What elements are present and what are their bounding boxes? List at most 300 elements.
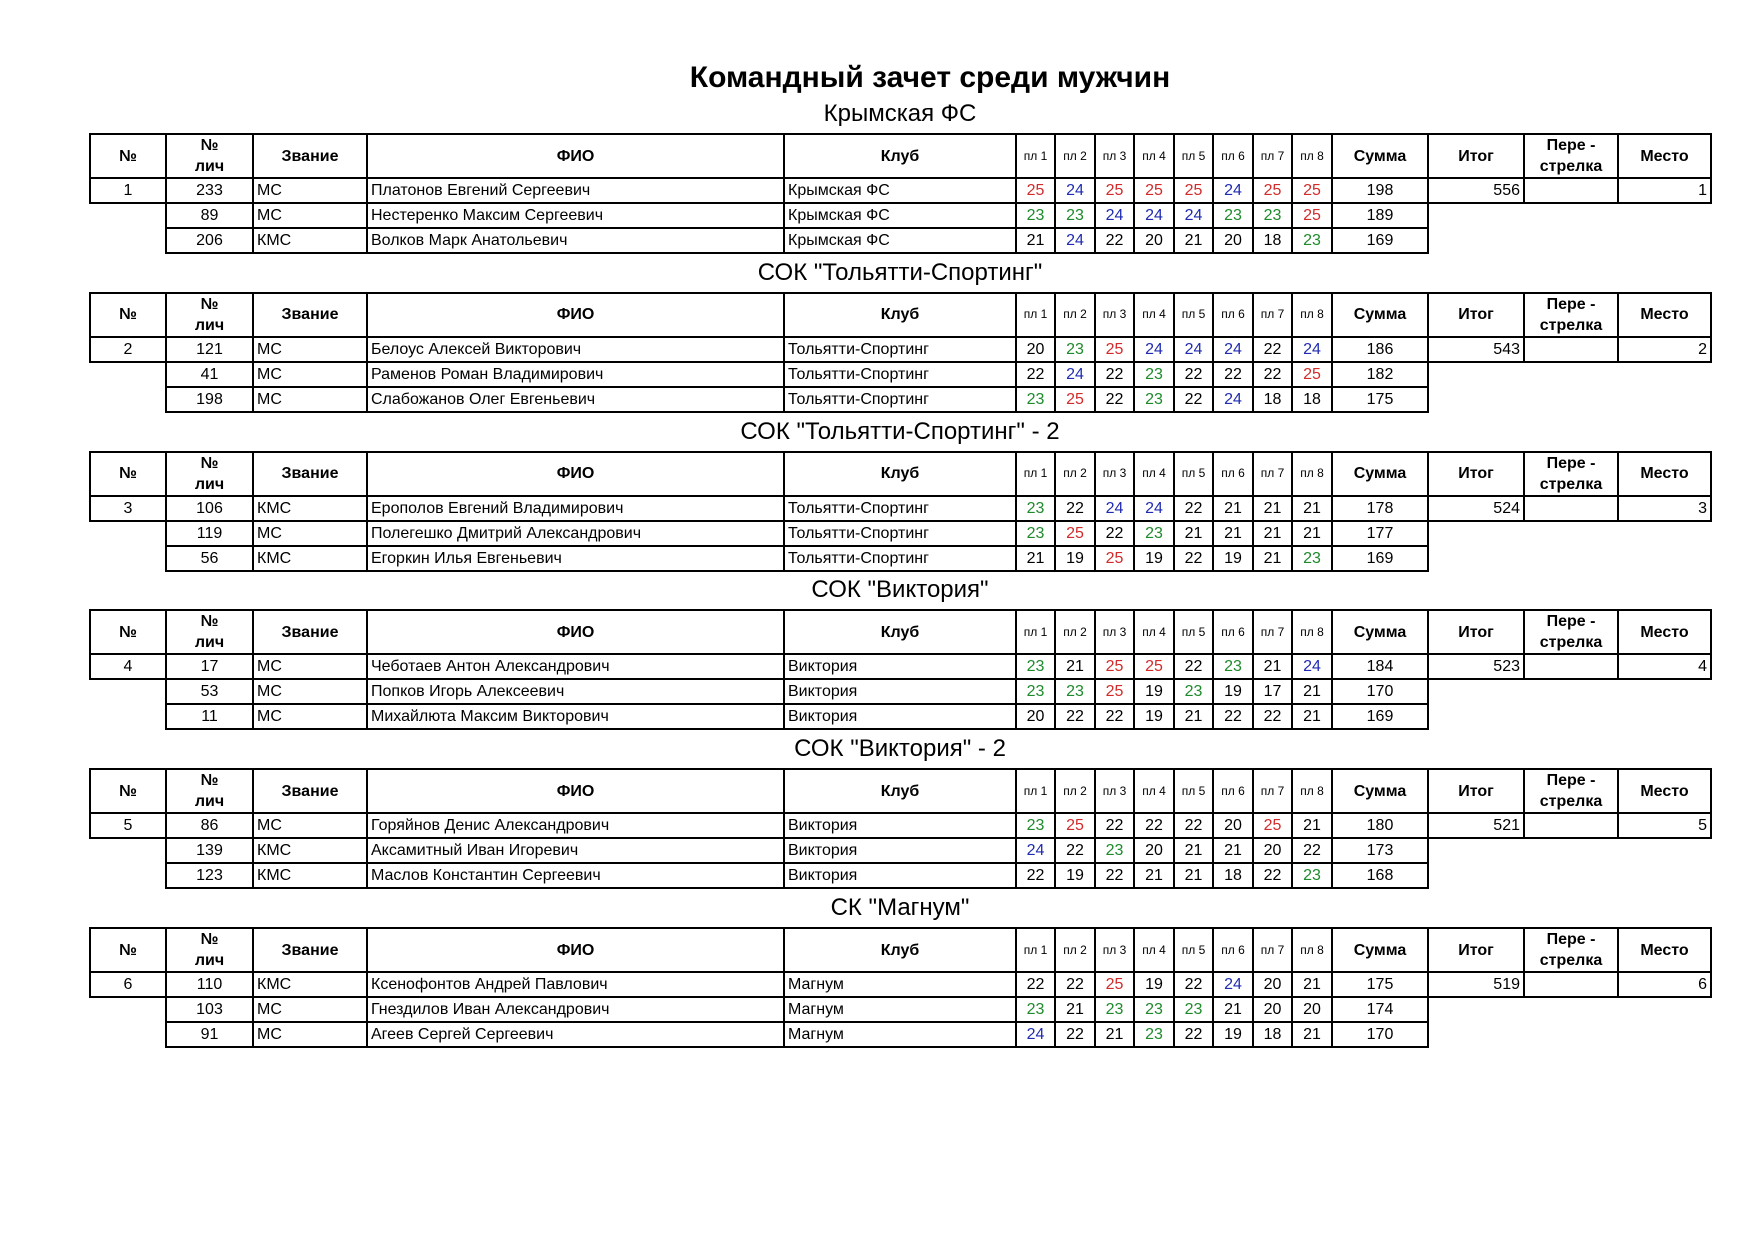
fio-cell: Михайлюта Максим Викторович (367, 704, 784, 729)
fio-cell: Платонов Евгений Сергеевич (367, 178, 784, 203)
team-title: СОК "Виктория" - 2 (794, 735, 1006, 763)
fio-cell: Полегешко Дмитрий Александрович (367, 521, 784, 546)
header-pl: пл 5 (1174, 293, 1213, 337)
score-cell: 23 (1134, 997, 1174, 1022)
header-pl: пл 4 (1134, 769, 1174, 813)
place-cell: 6 (1618, 972, 1711, 997)
sum-cell: 169 (1332, 228, 1428, 253)
score-cell: 23 (1095, 838, 1134, 863)
header-pl: пл 4 (1134, 293, 1174, 337)
shootoff-cell (1524, 496, 1618, 521)
shootoff-cell (1524, 654, 1618, 679)
sum-cell: 168 (1332, 863, 1428, 888)
lic-cell: 53 (166, 679, 253, 704)
score-cell: 22 (1213, 704, 1253, 729)
table-row (90, 1022, 1711, 1047)
header-pl: пл 2 (1055, 452, 1095, 496)
score-cell: 23 (1016, 521, 1055, 546)
header-pl: пл 7 (1253, 452, 1292, 496)
team-num: 2 (90, 337, 166, 362)
sum-cell: 169 (1332, 704, 1428, 729)
score-cell: 24 (1055, 228, 1095, 253)
score-cell: 24 (1055, 362, 1095, 387)
empty-cell (90, 863, 166, 888)
lic-cell: 139 (166, 838, 253, 863)
header-pl: пл 2 (1055, 769, 1095, 813)
rank-cell: КМС (253, 972, 367, 997)
score-cell: 22 (1174, 654, 1213, 679)
empty-cell (1524, 228, 1618, 253)
score-cell: 23 (1292, 863, 1332, 888)
score-cell: 22 (1253, 362, 1292, 387)
page-title: Командный зачет среди мужчин (689, 61, 1171, 94)
header-lic-top: № (200, 931, 219, 948)
score-cell: 21 (1174, 704, 1213, 729)
sum-cell: 173 (1332, 838, 1428, 863)
score-cell: 25 (1292, 362, 1332, 387)
team-num: 3 (90, 496, 166, 521)
sum-cell: 198 (1332, 178, 1428, 203)
header-lic (166, 134, 253, 178)
score-cell: 25 (1174, 178, 1213, 203)
header-pl: пл 3 (1095, 452, 1134, 496)
header-lic (166, 928, 253, 972)
header-lic-bottom: лич (194, 316, 225, 334)
score-cell: 22 (1253, 337, 1292, 362)
header-fio: ФИО (367, 769, 784, 813)
header-pl: пл 7 (1253, 769, 1292, 813)
score-cell: 22 (1174, 387, 1213, 412)
club-cell: Магнум (784, 1022, 1016, 1047)
score-cell: 21 (1253, 521, 1292, 546)
fio-cell: Ксенофонтов Андрей Павлович (367, 972, 784, 997)
score-cell: 21 (1055, 654, 1095, 679)
shootoff-cell (1524, 337, 1618, 362)
shootoff-cell (1524, 813, 1618, 838)
score-cell: 22 (1016, 972, 1055, 997)
club-cell: Виктория (784, 838, 1016, 863)
empty-cell (1618, 203, 1711, 228)
header-total: Итог (1428, 134, 1524, 178)
header-place: Место (1618, 452, 1711, 496)
score-cell: 25 (1095, 178, 1134, 203)
table-row (90, 654, 1711, 679)
score-cell: 24 (1016, 838, 1055, 863)
empty-cell (1524, 1022, 1618, 1047)
score-cell: 22 (1213, 362, 1253, 387)
score-cell: 22 (1095, 228, 1134, 253)
score-cell: 19 (1134, 546, 1174, 571)
table-row (90, 203, 1711, 228)
score-cell: 23 (1134, 1022, 1174, 1047)
table-row (90, 362, 1711, 387)
header-place: Место (1618, 293, 1711, 337)
header-num: № (90, 452, 166, 496)
header-lic-top: № (200, 295, 219, 313)
score-cell: 23 (1016, 997, 1055, 1022)
header-sum: Сумма (1332, 610, 1428, 654)
score-cell: 20 (1134, 838, 1174, 863)
header-lic (166, 293, 253, 337)
header-pl: пл 4 (1134, 928, 1174, 972)
rank-cell: МС (253, 679, 367, 704)
empty-cell (1524, 863, 1618, 888)
rank-cell: МС (253, 337, 367, 362)
table-header (90, 293, 1711, 337)
header-club: Клуб (784, 928, 1016, 972)
club-cell: Тольятти-Спортинг (784, 362, 1016, 387)
fio-cell: Аксамитный Иван Игоревич (367, 838, 784, 863)
header-club: Клуб (784, 293, 1016, 337)
header-pl: пл 2 (1055, 134, 1095, 178)
lic-cell: 110 (166, 972, 253, 997)
header-pl: пл 8 (1292, 134, 1332, 178)
empty-cell (90, 228, 166, 253)
empty-cell (1428, 679, 1524, 704)
club-cell: Виктория (784, 654, 1016, 679)
score-cell: 24 (1134, 337, 1174, 362)
score-cell: 23 (1213, 654, 1253, 679)
score-cell: 21 (1095, 1022, 1134, 1047)
score-cell: 25 (1055, 521, 1095, 546)
header-pl: пл 1 (1016, 293, 1055, 337)
header-num: № (90, 293, 166, 337)
lic-cell: 123 (166, 863, 253, 888)
fio-cell: Слабожанов Олег Евгеньевич (367, 387, 784, 412)
header-shootoff-top: Пере - (1546, 137, 1596, 154)
header-club: Клуб (784, 452, 1016, 496)
score-cell: 25 (1095, 337, 1134, 362)
club-cell: Виктория (784, 863, 1016, 888)
empty-cell (90, 387, 166, 412)
header-shootoff-top: Пере - (1546, 931, 1596, 948)
score-cell: 20 (1253, 838, 1292, 863)
rank-cell: МС (253, 178, 367, 203)
club-cell: Крымская ФС (784, 178, 1016, 203)
header-pl: пл 1 (1016, 769, 1055, 813)
club-cell: Тольятти-Спортинг (784, 387, 1016, 412)
lic-cell: 206 (166, 228, 253, 253)
score-cell: 19 (1213, 546, 1253, 571)
header-lic-bottom: лич (194, 952, 225, 969)
header-sum: Сумма (1332, 769, 1428, 813)
rank-cell: МС (253, 813, 367, 838)
empty-cell (1428, 997, 1524, 1022)
empty-cell (1428, 863, 1524, 888)
lic-cell: 91 (166, 1022, 253, 1047)
fio-cell: Раменов Роман Владимирович (367, 362, 784, 387)
empty-cell (1524, 679, 1618, 704)
score-cell: 21 (1292, 704, 1332, 729)
table-header (90, 610, 1711, 654)
score-cell: 23 (1055, 679, 1095, 704)
score-cell: 21 (1174, 863, 1213, 888)
club-cell: Магнум (784, 972, 1016, 997)
empty-cell (1524, 838, 1618, 863)
score-cell: 21 (1253, 496, 1292, 521)
empty-cell (90, 1022, 166, 1047)
rank-cell: МС (253, 387, 367, 412)
score-cell: 22 (1095, 863, 1134, 888)
shootoff-cell (1524, 178, 1618, 203)
score-cell: 23 (1016, 813, 1055, 838)
empty-cell (90, 521, 166, 546)
score-cell: 21 (1174, 228, 1213, 253)
table-row (90, 972, 1711, 997)
team-title: СОК "Тольятти-Спортинг" (757, 258, 1043, 286)
empty-cell (90, 203, 166, 228)
table-row (90, 997, 1711, 1022)
place-cell: 2 (1618, 337, 1711, 362)
rank-cell: МС (253, 362, 367, 387)
empty-cell (1618, 838, 1711, 863)
score-cell: 22 (1174, 362, 1213, 387)
header-place: Место (1618, 769, 1711, 813)
header-pl: пл 1 (1016, 928, 1055, 972)
empty-cell (1428, 838, 1524, 863)
score-cell: 23 (1016, 496, 1055, 521)
empty-cell (90, 997, 166, 1022)
header-pl: пл 6 (1213, 293, 1253, 337)
score-cell: 21 (1134, 863, 1174, 888)
score-cell: 23 (1174, 679, 1213, 704)
total-cell: 524 (1428, 496, 1524, 521)
team-num: 5 (90, 813, 166, 838)
header-pl: пл 3 (1095, 134, 1134, 178)
empty-cell (1618, 546, 1711, 571)
score-cell: 18 (1253, 228, 1292, 253)
score-cell: 20 (1213, 228, 1253, 253)
score-cell: 21 (1292, 972, 1332, 997)
score-cell: 18 (1253, 387, 1292, 412)
table-row (90, 387, 1711, 412)
rank-cell: МС (253, 704, 367, 729)
team-title: СОК "Виктория" (811, 576, 989, 604)
score-cell: 24 (1213, 387, 1253, 412)
header-rank: Звание (253, 769, 367, 813)
table-row (90, 546, 1711, 571)
score-cell: 19 (1134, 972, 1174, 997)
team-title: Крымская ФС (823, 100, 977, 127)
header-num: № (90, 769, 166, 813)
score-cell: 24 (1292, 337, 1332, 362)
table-row (90, 496, 1711, 521)
header-pl: пл 4 (1134, 610, 1174, 654)
score-cell: 24 (1213, 972, 1253, 997)
header-pl: пл 3 (1095, 293, 1134, 337)
score-cell: 22 (1055, 838, 1095, 863)
score-cell: 25 (1134, 178, 1174, 203)
header-pl: пл 6 (1213, 769, 1253, 813)
header-place: Место (1618, 134, 1711, 178)
header-club: Клуб (784, 769, 1016, 813)
score-cell: 21 (1253, 654, 1292, 679)
header-shootoff (1524, 134, 1618, 178)
club-cell: Крымская ФС (784, 228, 1016, 253)
score-cell: 25 (1055, 387, 1095, 412)
score-cell: 20 (1253, 997, 1292, 1022)
table-row (90, 228, 1711, 253)
score-cell: 19 (1134, 704, 1174, 729)
empty-cell (1524, 997, 1618, 1022)
header-lic-top: № (200, 772, 219, 790)
empty-cell (90, 362, 166, 387)
score-cell: 22 (1174, 813, 1213, 838)
rank-cell: КМС (253, 546, 367, 571)
score-cell: 18 (1292, 387, 1332, 412)
score-cell: 20 (1016, 704, 1055, 729)
header-lic (166, 610, 253, 654)
header-pl: пл 4 (1134, 452, 1174, 496)
score-cell: 22 (1095, 521, 1134, 546)
score-cell: 24 (1095, 203, 1134, 228)
score-cell: 25 (1292, 178, 1332, 203)
header-rank: Звание (253, 293, 367, 337)
header-total: Итог (1428, 452, 1524, 496)
fio-cell: Горяйнов Денис Александрович (367, 813, 784, 838)
header-lic-top: № (200, 454, 219, 472)
rank-cell: МС (253, 1022, 367, 1047)
score-cell: 20 (1213, 813, 1253, 838)
score-cell: 22 (1174, 546, 1213, 571)
header-pl: пл 3 (1095, 610, 1134, 654)
fio-cell: Попков Игорь Алексеевич (367, 679, 784, 704)
table-row (90, 337, 1711, 362)
score-cell: 24 (1174, 203, 1213, 228)
empty-cell (1618, 997, 1711, 1022)
empty-cell (90, 546, 166, 571)
score-cell: 23 (1253, 203, 1292, 228)
header-pl: пл 6 (1213, 134, 1253, 178)
table-row (90, 704, 1711, 729)
score-cell: 21 (1292, 1022, 1332, 1047)
team-table (89, 609, 1712, 730)
empty-cell (1524, 203, 1618, 228)
header-pl: пл 4 (1134, 134, 1174, 178)
score-cell: 25 (1134, 654, 1174, 679)
empty-cell (90, 704, 166, 729)
club-cell: Крымская ФС (784, 203, 1016, 228)
score-cell: 20 (1292, 997, 1332, 1022)
header-num: № (90, 134, 166, 178)
table-row (90, 813, 1711, 838)
lic-cell: 233 (166, 178, 253, 203)
header-club: Клуб (784, 134, 1016, 178)
team-table (89, 133, 1712, 254)
score-cell: 21 (1016, 228, 1055, 253)
header-lic-bottom: лич (194, 793, 225, 811)
club-cell: Магнум (784, 997, 1016, 1022)
header-place: Место (1618, 928, 1711, 972)
header-fio: ФИО (367, 452, 784, 496)
score-cell: 21 (1213, 496, 1253, 521)
header-shootoff-bottom: стрелка (1539, 634, 1603, 652)
rank-cell: КМС (253, 228, 367, 253)
score-cell: 23 (1134, 387, 1174, 412)
header-pl: пл 2 (1055, 610, 1095, 654)
empty-cell (1428, 521, 1524, 546)
fio-cell: Ерополов Евгений Владимирович (367, 496, 784, 521)
rank-cell: МС (253, 654, 367, 679)
header-lic (166, 769, 253, 813)
rank-cell: КМС (253, 496, 367, 521)
place-cell: 3 (1618, 496, 1711, 521)
total-cell: 556 (1428, 178, 1524, 203)
score-cell: 22 (1292, 838, 1332, 863)
empty-cell (1428, 1022, 1524, 1047)
sum-cell: 180 (1332, 813, 1428, 838)
header-fio: ФИО (367, 293, 784, 337)
score-cell: 19 (1055, 863, 1095, 888)
total-cell: 543 (1428, 337, 1524, 362)
score-cell: 22 (1016, 863, 1055, 888)
empty-cell (1618, 387, 1711, 412)
empty-cell (1428, 546, 1524, 571)
score-cell: 23 (1174, 997, 1213, 1022)
empty-cell (1428, 203, 1524, 228)
sum-cell: 175 (1332, 387, 1428, 412)
header-pl: пл 1 (1016, 610, 1055, 654)
score-cell: 23 (1095, 997, 1134, 1022)
header-lic-bottom: лич (194, 158, 225, 175)
score-cell: 22 (1095, 813, 1134, 838)
score-cell: 23 (1016, 387, 1055, 412)
header-pl: пл 1 (1016, 134, 1055, 178)
header-total: Итог (1428, 293, 1524, 337)
club-cell: Виктория (784, 704, 1016, 729)
score-cell: 24 (1134, 496, 1174, 521)
score-cell: 22 (1134, 813, 1174, 838)
header-total: Итог (1428, 610, 1524, 654)
place-cell: 1 (1618, 178, 1711, 203)
header-pl: пл 5 (1174, 610, 1213, 654)
score-cell: 22 (1095, 704, 1134, 729)
header-lic (166, 452, 253, 496)
table-row (90, 838, 1711, 863)
header-pl: пл 6 (1213, 928, 1253, 972)
empty-cell (1618, 704, 1711, 729)
header-pl: пл 6 (1213, 610, 1253, 654)
sum-cell: 186 (1332, 337, 1428, 362)
header-shootoff-top: Пере - (1546, 772, 1596, 790)
header-lic-bottom: лич (194, 634, 225, 652)
sum-cell: 175 (1332, 972, 1428, 997)
empty-cell (1618, 362, 1711, 387)
header-lic-top: № (200, 137, 219, 154)
club-cell: Тольятти-Спортинг (784, 546, 1016, 571)
header-shootoff (1524, 452, 1618, 496)
sum-cell: 170 (1332, 679, 1428, 704)
empty-cell (1618, 521, 1711, 546)
score-cell: 23 (1055, 337, 1095, 362)
shootoff-cell (1524, 972, 1618, 997)
team-title: СК "Магнум" (830, 894, 970, 921)
score-cell: 24 (1174, 337, 1213, 362)
score-cell: 22 (1174, 496, 1213, 521)
header-fio: ФИО (367, 928, 784, 972)
club-cell: Виктория (784, 813, 1016, 838)
total-cell: 521 (1428, 813, 1524, 838)
header-pl: пл 6 (1213, 452, 1253, 496)
empty-cell (1524, 704, 1618, 729)
header-fio: ФИО (367, 134, 784, 178)
header-pl: пл 8 (1292, 769, 1332, 813)
header-pl: пл 8 (1292, 452, 1332, 496)
team-num: 4 (90, 654, 166, 679)
score-cell: 21 (1055, 997, 1095, 1022)
score-cell: 22 (1174, 972, 1213, 997)
empty-cell (1618, 863, 1711, 888)
